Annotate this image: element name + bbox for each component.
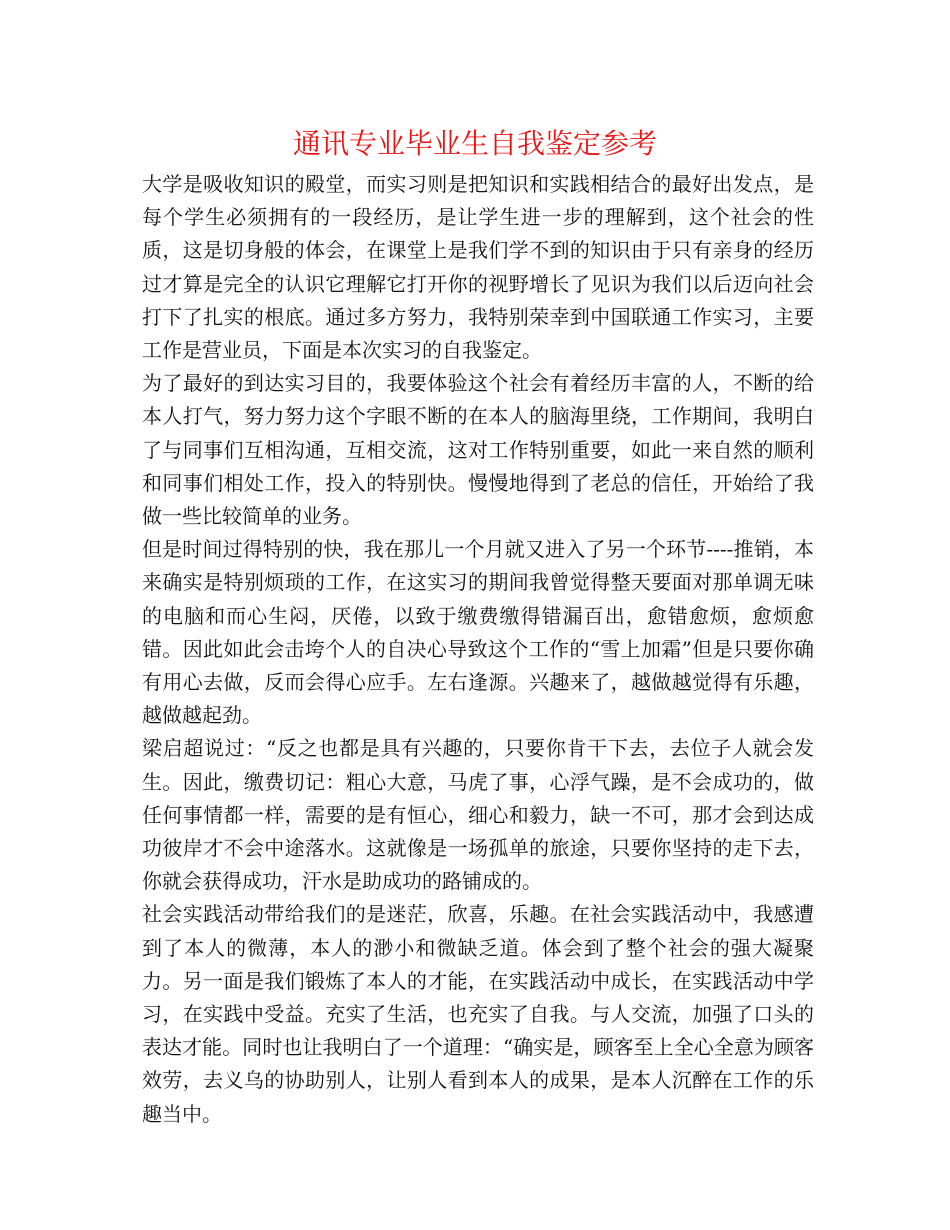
paragraph-conclusion: 社会实践活动带给我们的是迷茫，欣喜，乐趣。在社会实践活动中，我感遭到了本人的微薄，本人的渺小和微缺乏道。体会到了整个社会的强大凝聚力。另一面是我们锻炼了本人的才能，在实践活动中成长，在实践活动中学习，在实践中受益。充实了生活，也充实了自我。与人交流，加强了口头的表达才能。同时也让我明白了一个道理：“确实是，顾客至上全心全意为顾客效劳，去义乌的协助别人，让别人看到本人的成果，是本人沉醉在工作的乐趣当中。: [142, 902, 814, 1126]
document-title: 通讯专业毕业生自我鉴定参考: [292, 127, 657, 160]
paragraph-quote: 梁启超说过：“反之也都是具有兴趣的，只要你肯干下去，去位子人就会发生。因此，缴费切记：粗心大意，马虎了事，心浮气躁，是不会成功的，做任何事情都一样，需要的是有恒心，细心和毅力，缺一不可，那才会到达成功彼岸才不会中途落水。这就像是一场孤单的旅途，只要你坚持的走下去，你就会获得成功，汗水是助成功的路铺成的。: [142, 736, 814, 894]
paragraph-experience: 为了最好的到达实习目的，我要体验这个社会有着经历丰富的人，不断的给本人打气，努力努力这个字眼不断的在本人的脑海里绕，工作期间，我明白了与同事们互相沟通，互相交流，这对工作特别重要，如此一来自然的顺利和同事们相处工作，投入的特别快。慢慢地得到了老总的信任，开始给了我做一些比较简单的业务。: [142, 371, 814, 529]
document-body: [142, 168, 814, 1131]
paragraph-intro: 大学是吸收知识的殿堂，而实习则是把知识和实践相结合的最好出发点，是每个学生必须拥有的一段经历，是让学生进一步的理解到，这个社会的性质，这是切身般的体会，在课堂上是我们学不到的知识由于只有亲身的经历过才算是完全的认识它理解它打开你的视野增长了见识为我们以后迈向社会打下了扎实的根底。通过多方努力，我特别荣幸到中国联通工作实习，主要工作是营业员，下面是本次实习的自我鉴定。: [142, 172, 814, 363]
paragraph-sales: 但是时间过得特别的快，我在那儿一个月就又进入了另一个环节----推销，本来确实是特别烦琐的工作，在这实习的期间我曾觉得整天要面对那单调无味的电脑和而心生闷，厌倦，以致于缴费缴得错漏百出，愈错愈烦，愈烦愈错。因此如此会击垮个人的自决心导致这个工作的“雪上加霜”但是只要你确有用心去做，反而会得心应手。左右逢源。兴趣来了，越做越觉得有乐趣，越做越起劲。: [142, 537, 814, 728]
